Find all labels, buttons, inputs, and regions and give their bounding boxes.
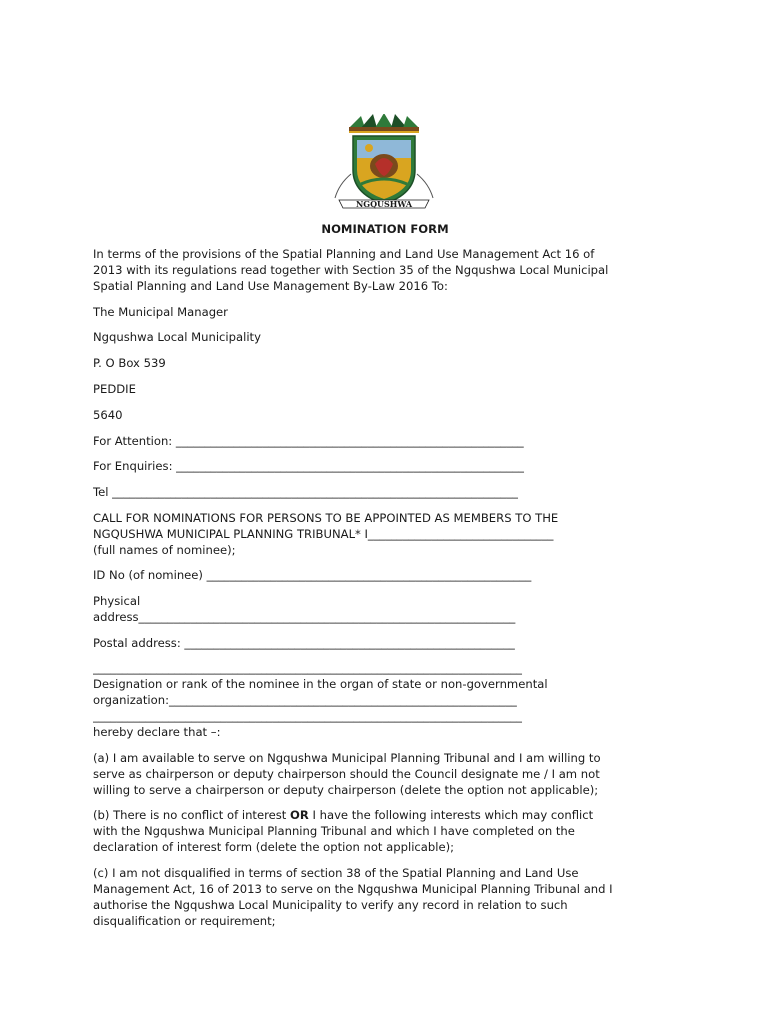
intro-line-2: 2013 with its regulations read together with Section 35 of the Ngqushwa Local Municipal (93, 263, 609, 277)
clause-c-line-3: authorise the Ngqushwa Local Municipality to verify any record in relation to such (93, 898, 568, 912)
call-line-1: CALL FOR NOMINATIONS FOR PERSONS TO BE APPOINTED AS MEMBERS TO THE (93, 511, 559, 525)
clause-a-line-2: serve as chairperson or deputy chairperson should the Council designate me / I am not (93, 767, 600, 781)
address-municipality: Ngqushwa Local Municipality (93, 330, 261, 344)
clause-b-line-1 (93, 808, 677, 824)
address-postal-code: 5640 (93, 408, 123, 422)
postal-address-blank-line[interactable]: __________________________________________________________________________ (93, 661, 522, 675)
form-title: NOMINATION FORM (321, 222, 449, 236)
physical-label: Physical (93, 594, 141, 608)
call-line-3: (full names of nominee); (93, 543, 236, 557)
nominee-name-field[interactable]: NGQUSHWA MUNICIPAL PLANNING TRIBUNAL* I________________________________ (93, 527, 554, 541)
clause-b-line-3: declaration of interest form (delete the option not applicable); (93, 840, 455, 854)
clause-c-line-2: Management Act, 16 of 2013 to serve on the Ngqushwa Municipal Planning Tribunal and I (93, 882, 613, 896)
intro-line-3: Spatial Planning and Land Use Management By-Law 2016 To: (93, 279, 448, 293)
address-recipient: The Municipal Manager (93, 305, 228, 319)
clause-a-line-1: (a) I am available to serve on Ngqushwa Municipal Planning Tribunal and I am willing to (93, 751, 601, 765)
clause-b-post: I have the following interests which may conflict (308, 808, 594, 822)
postal-address-field[interactable]: Postal address: _________________________________________________________ (93, 636, 515, 650)
ngqushwa-crest-logo (331, 114, 437, 214)
intro-line-1: In terms of the provisions of the Spatial Planning and Land Use Management Act 16 of (93, 247, 595, 261)
declare-heading: hereby declare that –: (93, 725, 221, 739)
address-town: PEDDIE (93, 382, 136, 396)
designation-line-1: Designation or rank of the nominee in the organ of state or non-governmental (93, 677, 548, 691)
address-po-box: P. O Box 539 (93, 356, 166, 370)
organization-blank-line[interactable]: __________________________________________________________________________ (93, 709, 522, 723)
crest-banner (339, 199, 429, 209)
crest-banner-text: NGQUSHWA (355, 199, 413, 209)
clause-a-line-3: willing to serve a chairperson or deputy chairperson (delete the option not applicable); (93, 783, 599, 797)
organization-field[interactable]: organization:____________________________________________________________ (93, 693, 517, 707)
clause-c-line-4: disqualification or requirement; (93, 914, 276, 928)
clause-b-or: OR (290, 808, 309, 822)
crest-shield (353, 136, 415, 204)
crest-crown-leaves (349, 114, 419, 133)
tel-field[interactable]: Tel ______________________________________________________________________ (93, 485, 518, 499)
clause-b-line-2: with the Ngqushwa Municipal Planning Tribunal and which I have completed on the (93, 824, 575, 838)
clause-b-pre: (b) There is no conflict of interest (93, 808, 291, 822)
for-attention-field[interactable]: For Attention: ____________________________________________________________ (93, 434, 524, 448)
for-enquiries-field[interactable]: For Enquiries: ____________________________________________________________ (93, 459, 524, 473)
id-number-field[interactable]: ID No (of nominee) ________________________________________________________ (93, 568, 532, 582)
clause-c-line-1: (c) I am not disqualified in terms of section 38 of the Spatial Planning and Land Use (93, 866, 579, 880)
physical-address-field[interactable]: address_________________________________________________________________ (93, 610, 516, 624)
